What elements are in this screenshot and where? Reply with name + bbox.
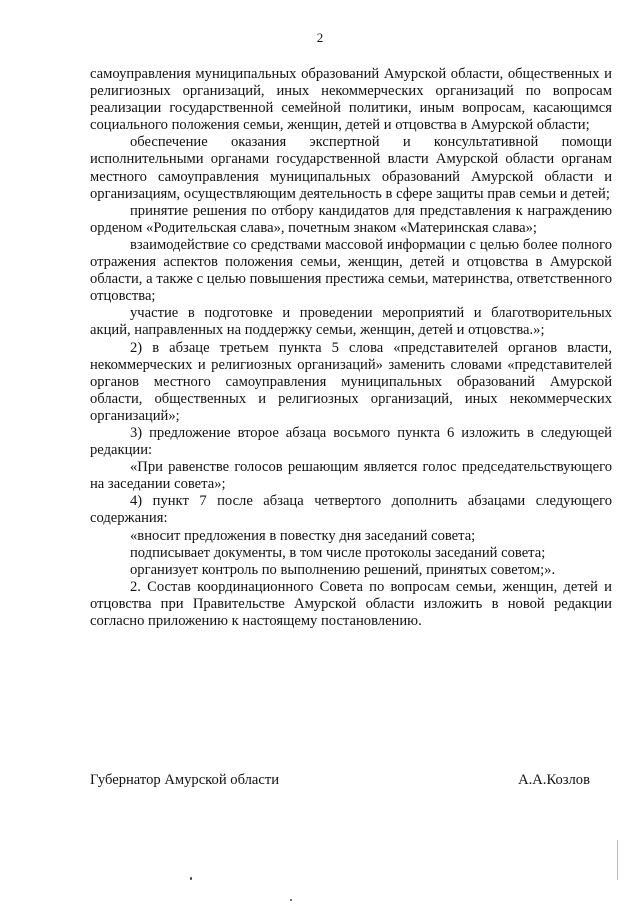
paragraph-3: принятие решения по отбору кандидатов для представления к награждению орденом «Родительская слава», почетным знаком «Материнская слава»; — [90, 202, 612, 236]
paragraph-7: 3) предложение второе абзаца восьмого пункта 6 изложить в следующей редакции: — [90, 424, 612, 459]
paragraph-1: самоуправления муниципальных образований Амурской области, общественных и религиозных организаций, иных некоммерческих организаций по вопросам реализации государственной семейной политики, иным вопросам, касающимся социального положения семьи, женщин, детей и отцовства в Амурской области; — [90, 66, 612, 134]
document-body — [90, 66, 612, 630]
paragraph-5: участие в подготовке и проведении мероприятий и благотворительных акций, направленных на поддержку семьи, женщин, детей и отцовства.»; — [90, 305, 612, 339]
paragraph-8: «При равенстве голосов решающим является голос председательствующего на заседании совета»; — [90, 459, 612, 493]
paragraph-2: обеспечение оказания экспертной и консультативной помощи исполнительными органами государственной власти Амурской области органам местного самоуправления муниципальных образований Амурской области и организациям, осуществляющим деятельность в сфере защиты прав семьи и детей; — [90, 134, 612, 202]
paragraph-11: подписывает документы, в том числе протоколы заседаний совета; — [130, 544, 546, 561]
page-number: 2 — [316, 30, 324, 45]
paragraph-6: 2) в абзаце третьем пункта 5 слова «представителей органов власти, некоммерческих и религиозных организаций» заменить словами «представителей органов местного самоуправления муниципальных образований Амурской области, общественных и религиозных организаций, иных некоммерческих организаций»; — [90, 339, 612, 424]
scan-edge-line — [617, 840, 618, 880]
paragraph-13: 2. Состав координационного Совета по вопросам семьи, женщин, детей и отцовства при Правительстве Амурской области изложить в новой редакции согласно приложению к настоящему постановлению. — [90, 578, 612, 629]
scan-speck — [190, 877, 192, 880]
signatory-name: А.А.Козлов — [518, 772, 590, 788]
signature-block — [90, 772, 590, 789]
scan-speck — [290, 899, 292, 901]
paragraph-10: «вносит предложения в повестку дня заседаний совета; — [130, 527, 476, 544]
paragraph-9: 4) пункт 7 после абзаца четвертого дополнить абзацами следующего содержания: — [90, 493, 612, 527]
signatory-position: Губернатор Амурской области — [90, 772, 280, 788]
paragraph-4: взаимодействие со средствами массовой информации с целью более полного отражения аспектов положения семьи, женщин, детей и отцовства в Амурской области, а также с целью повышения престижа семьи, материнства, ответственного отцовства; — [90, 236, 612, 305]
paragraph-12: организует контроль по выполнению решений, принятых советом;». — [130, 561, 556, 578]
